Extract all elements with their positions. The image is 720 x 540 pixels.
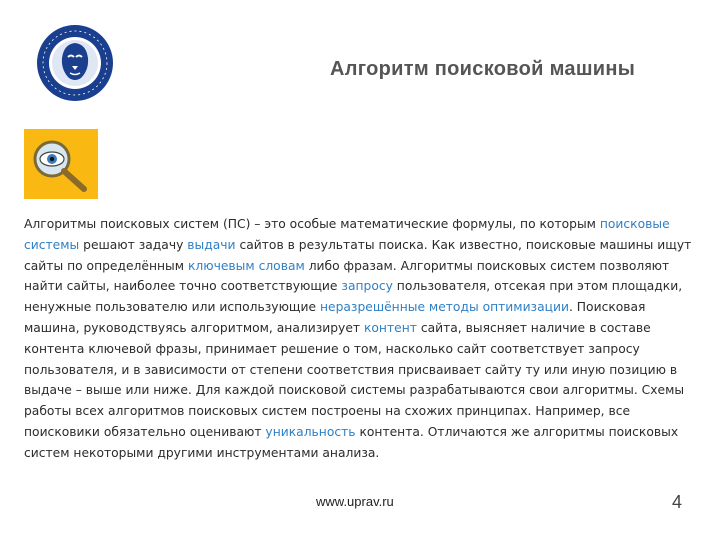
text-segment: решают задачу <box>79 237 188 252</box>
text-segment: либо фразам. Алгоритмы поисковых систем позволяют найти сайты, наиболее точно соответствующие <box>24 258 670 294</box>
text-segment: контента. Отличаются же алгоритмы поисковых систем некоторыми другими инструментами анализа. <box>24 424 679 460</box>
page-number: 4 <box>672 492 683 512</box>
text-link[interactable]: поисковые системы <box>24 217 670 252</box>
text-link[interactable]: уникальность <box>265 424 356 439</box>
text-segment: Алгоритмы поисковых систем (ПС) – это особые математические формулы, по которым <box>24 217 600 231</box>
lion-seal-icon <box>36 24 114 102</box>
text-link[interactable]: неразрешённые методы оптимизации <box>319 300 569 315</box>
text-segment: сайта, выясняет наличие в составе контента ключевой фразы, принимает решение о том, насколько сайт соответствует запросу пользователя, и в зависимости от степени соответствия присваивает сайту ту или иную позицию в выдаче – выше или ниже. Для каждой поисковой системы разрабатываются свои алгоритмы. Схемы работы всех алгоритмов поисковых систем построены на схожих принципах. Например, все поисковики обязательно оценивают <box>24 320 685 439</box>
article-body <box>24 214 696 464</box>
footer-url[interactable]: www.uprav.ru <box>316 494 394 509</box>
text-segment: сайтов в результаты поиска. Как известно, поисковые машины ищут сайты по определённым <box>24 237 692 273</box>
eye-magnifier-icon <box>24 129 98 199</box>
slide-title: Алгоритм поисковой машины <box>330 58 636 80</box>
school-logo <box>36 24 114 102</box>
article-paragraph <box>24 214 696 464</box>
text-link[interactable]: выдачи <box>187 237 236 252</box>
text-segment: пользователя, отсекая при этом площадки, ненужные пользователю или использующие <box>24 279 683 315</box>
text-link[interactable]: контент <box>363 320 417 335</box>
search-illustration <box>24 129 98 199</box>
text-link[interactable]: запросу <box>341 279 393 294</box>
text-link[interactable]: ключевым словам <box>187 258 305 273</box>
text-segment: . Поисковая машина, руководствуясь алгоритмом, анализирует <box>24 300 646 335</box>
